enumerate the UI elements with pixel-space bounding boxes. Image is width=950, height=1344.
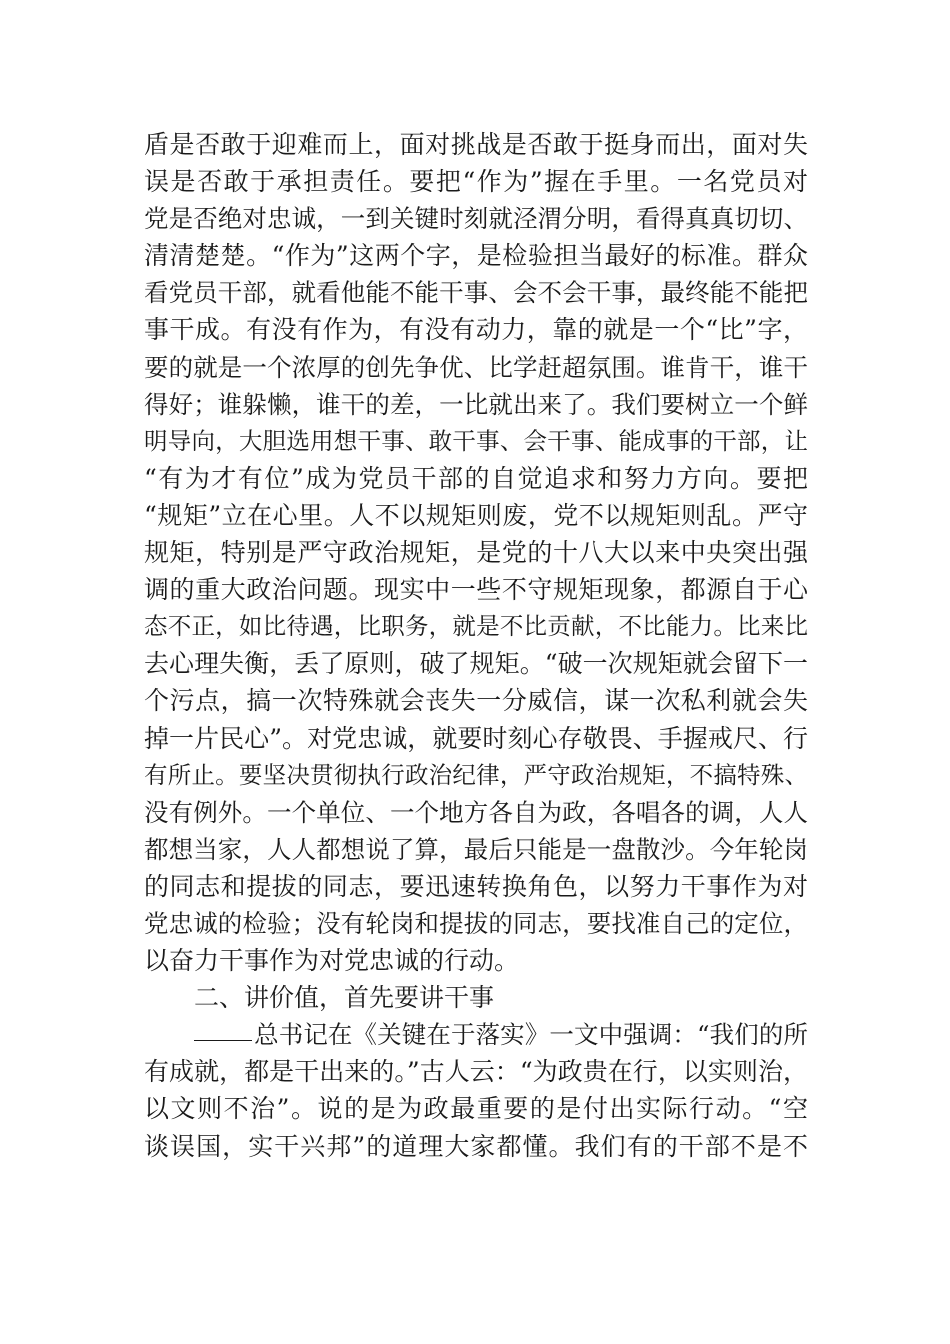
redacted-blank <box>194 1022 252 1041</box>
text-line: 明导向，大胆选用想干事、敢干事、会干事、能成事的干部，让 <box>144 426 808 455</box>
text-line: 掉一片民心”。对党忠诚，就要时刻心存敬畏、手握戒尺、行 <box>144 723 808 753</box>
text-line: 的同志和提拔的同志，要迅速转换角色，以努力干事作为对 <box>144 871 808 901</box>
text-line: 盾是否敢于迎难而上，面对挑战是否敢于挺身而出，面对失 <box>144 130 808 159</box>
text-line: 个污点，搞一次特殊就会丧失一分威信，谋一次私利就会失 <box>144 686 808 716</box>
body-text <box>144 126 808 1165</box>
text-line: 看党员干部，就看他能不能干事、会不会干事，最终能不能把 <box>144 278 808 308</box>
text-line: 党是否绝对忠诚，一到关键时刻就泾渭分明，看得真真切切、 <box>144 204 808 234</box>
text-line: “规矩”立在心里。人不以规矩则废，党不以规矩则乱。严守 <box>144 500 808 530</box>
section-heading: 二、讲价值，首先要讲干事 <box>194 983 495 1013</box>
text-line: 没有例外。一个单位、一个地方各自为政，各唱各的调，人人 <box>144 797 808 827</box>
paragraph-first-line <box>144 1016 808 1053</box>
text-line: 都想当家，人人都想说了算，最后只能是一盘散沙。今年轮岗 <box>144 834 808 864</box>
text-line: 以奋力干事作为对党忠诚的行动。 <box>144 946 520 976</box>
text-line: 去心理失衡，丢了原则，破了规矩。“破一次规矩就会留下一 <box>144 649 808 679</box>
text-line: 得好；谁躲懒，谁干的差，一比就出来了。我们要树立一个鲜 <box>144 389 808 419</box>
text-line: 清清楚楚。“作为”这两个字，是检验担当最好的标准。群众 <box>144 241 808 271</box>
text-line: 误是否敢于承担责任。要把“作为”握在手里。一名党员对 <box>144 167 808 197</box>
text-line: 谈误国，实干兴邦”的道理大家都懂。我们有的干部不是不 <box>144 1131 808 1161</box>
text-line: 要的就是一个浓厚的创先争优、比学赶超氛围。谁肯干，谁干 <box>144 352 808 382</box>
text-line: 调的重大政治问题。现实中一些不守规矩现象，都源自于心 <box>144 575 808 605</box>
text-line: 党忠诚的检验；没有轮岗和提拔的同志，要找准自己的定位， <box>144 908 808 938</box>
paragraph-first-line-text: 总书记在《关键在于落实》一文中强调：“我们的所 <box>254 1020 808 1050</box>
text-line: “有为才有位”成为党员干部的自觉追求和努力方向。要把 <box>144 463 808 493</box>
text-line: 以文则不治”。说的是为政最重要的是付出实际行动。“空 <box>144 1094 808 1124</box>
text-line: 事干成。有没有作为，有没有动力，靠的就是一个“比”字， <box>144 315 808 345</box>
text-line: 态不正，如比待遇，比职务，就是不比贡献，不比能力。比来比 <box>144 612 808 641</box>
text-line: 规矩，特别是严守政治规矩，是党的十八大以来中央突出强 <box>144 538 808 568</box>
text-line: 有成就，都是干出来的。”古人云：“为政贵在行，以实则治， <box>144 1057 808 1087</box>
text-line: 有所止。要坚决贯彻执行政治纪律，严守政治规矩，不搞特殊、 <box>144 760 808 789</box>
